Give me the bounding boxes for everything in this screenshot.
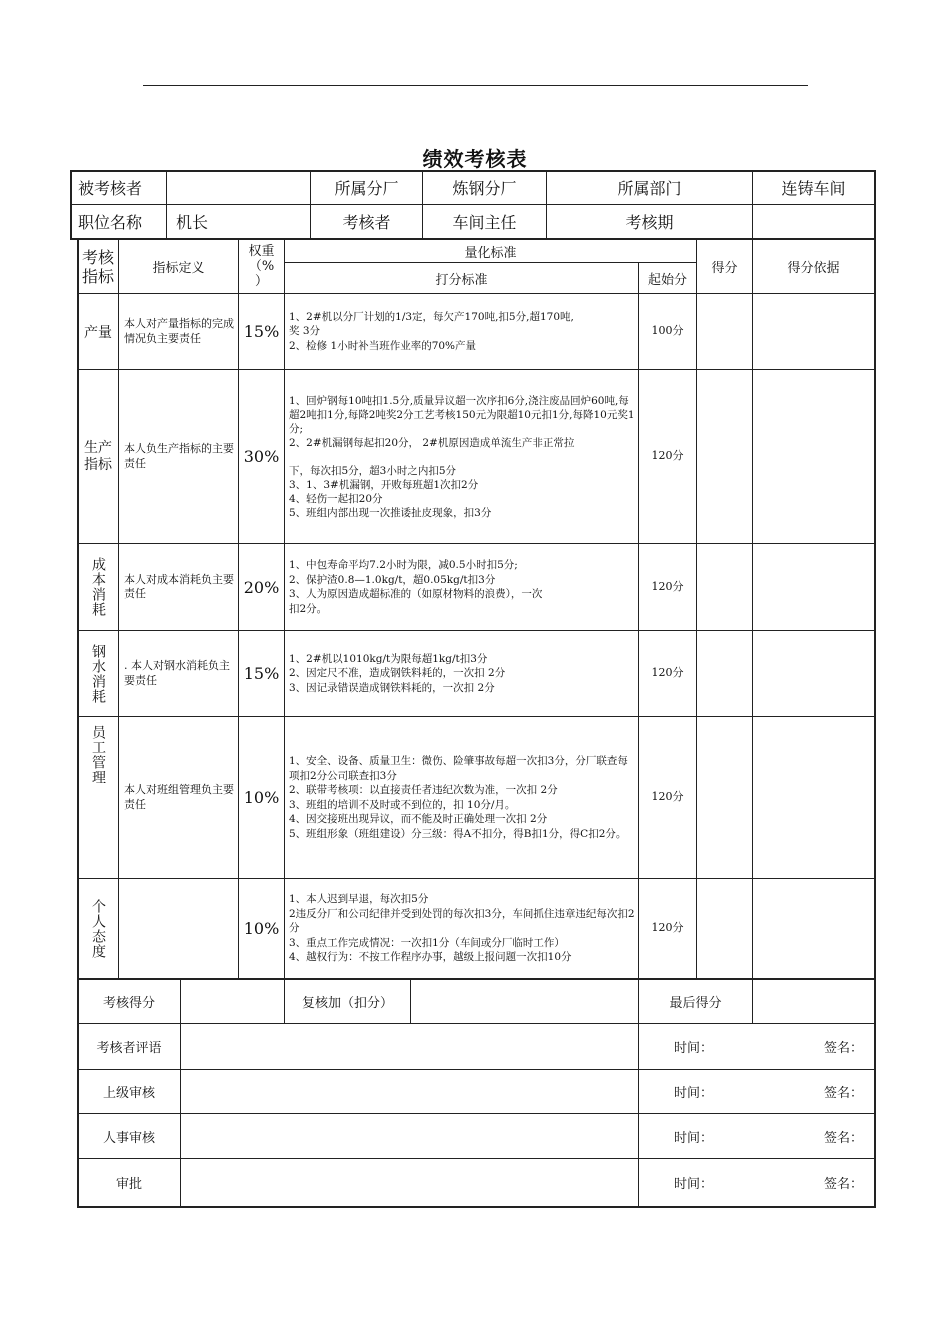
row-criteria: 1、2#机以分厂计划的1/3定，每欠产170吨,扣5分,超170吨, 奖 3分 2、检修 1小时补当班作业率的70%产量: [289, 310, 574, 352]
row-base-score: 120分: [651, 579, 684, 593]
col-score: 得分: [711, 261, 738, 276]
comment-label: 考核者评语: [96, 1041, 162, 1056]
col-definition: 指标定义: [152, 261, 205, 276]
assessee-label: 被考核者: [78, 179, 143, 198]
row-base-score: 120分: [651, 921, 684, 935]
department-value: 连铸车间: [781, 179, 846, 198]
approval-field[interactable]: [181, 1159, 638, 1206]
col-quant-standard: 量化标准: [464, 245, 517, 261]
row-indicator: 个人态度: [90, 898, 106, 959]
branch-label: 所属分厂: [334, 179, 399, 198]
comment-field[interactable]: [181, 1024, 638, 1069]
position-label: 职位名称: [78, 213, 143, 232]
row-weight: 20%: [243, 577, 280, 597]
row-weight: 15%: [243, 322, 280, 341]
row-definition: 本人对班组管理负主要责任: [124, 783, 234, 811]
col-base-score: 起始分: [647, 272, 687, 288]
time-label: 时间：: [674, 1041, 714, 1056]
review-label: 复核加（扣分）: [301, 996, 393, 1011]
row-definition: 本人对产量指标的完成情况负主要责任: [124, 317, 234, 345]
final-score-field[interactable]: [753, 980, 874, 1023]
position-value: 机长: [176, 213, 209, 232]
sign-label: 签名：: [824, 1086, 864, 1101]
col-scoring-standard: 打分标准: [435, 272, 488, 288]
assessor-label: 考核者: [342, 213, 391, 232]
final-score-label: 最后得分: [669, 996, 722, 1011]
page-title: 绩效考核表: [422, 147, 528, 171]
top-rule: [143, 85, 808, 86]
approval-label: 审批: [115, 1177, 142, 1192]
period-label: 考核期: [625, 213, 674, 232]
sign-label: 签名：: [824, 1177, 864, 1192]
row-definition: [124, 879, 236, 978]
hr-review-label: 人事审核: [102, 1130, 155, 1146]
row-criteria: 1、本人迟到早退，每次扣5分 2违反分厂和公司纪律并受到处罚的每次扣3分，车间抓住违章违纪每次扣2分 3、重点工作完成情况：一次扣1分（车间或分厂临时工作） 4、越权行为：不按工作程序办事，越级上报问题一次扣10分: [289, 893, 635, 964]
row-weight: 10%: [243, 919, 280, 938]
sign-label: 签名：: [824, 1130, 864, 1146]
row-base-score: 120分: [651, 790, 684, 804]
period-field[interactable]: [753, 205, 874, 238]
row-criteria: 1、安全、设备、质量卫生：微伤、险肇事故每超一次扣3分，分厂联查每项扣2分公司联查扣3分 2、联带考核项：以直接责任者违纪次数为准，一次扣 2分 3、班组的培训不及时或不到位的，扣 10分/月。 4、因交接班出现异议，而不能及时正确处理一次扣 2分 5、班组形象（班组建设）分三级：得A不扣分，得B扣1分，得C扣2分。: [289, 755, 628, 840]
row-definition: . 本人对钢水消耗负主要责任: [124, 659, 230, 687]
row-indicator: 钢水消耗: [90, 643, 106, 704]
review-field[interactable]: [411, 980, 638, 1023]
col-score-basis: 得分依据: [787, 261, 840, 276]
row-base-score: 100分: [651, 324, 684, 338]
col-weight: 权重 （% ）: [248, 244, 275, 289]
row-indicator: 产量: [84, 324, 112, 341]
row-weight: 30%: [243, 447, 280, 466]
hr-review-field[interactable]: [181, 1114, 638, 1158]
row-weight: 15%: [243, 664, 280, 683]
time-label: 时间：: [674, 1086, 714, 1101]
row-criteria: 1、中包寿命平均7.2小时为限，减0.5小时扣5分; 2、保护渣0.8—1.0kg/t，超0.05kg/t扣3分 3、人为原因造成超标准的（如原材物料的浪费），一次 扣2分。: [289, 559, 543, 615]
time-label: 时间：: [674, 1177, 714, 1192]
row-weight: 10%: [243, 788, 280, 807]
assessee-field[interactable]: [170, 171, 308, 204]
time-label: 时间：: [674, 1130, 714, 1146]
superior-review-field[interactable]: [181, 1070, 638, 1113]
row-criteria: 1、回炉钢每10吨扣1.5分,质量异议超一次序扣6分,浇注废品回炉60吨,每超2吨扣1分,每降2吨奖2分工艺考核150元为限超10元扣1分,每降10元奖1分; 2、2#机漏钢每起扣20分， 2#机原因造成单流生产非正常拉 下，每次扣5分，超3小时之内扣5分 3、1、3#机漏钢，开败每班超1次扣2分 4、轻伤一起扣20分 5、班组内部出现一次推诿扯皮现象，扣3分: [289, 394, 635, 519]
row-indicator: 员工管理: [90, 725, 106, 785]
department-label: 所属部门: [617, 179, 682, 198]
row-base-score: 120分: [651, 449, 684, 463]
superior-review-label: 上级审核: [102, 1086, 155, 1101]
row-definition: 本人负生产指标的主要责任: [124, 442, 234, 470]
sign-label: 签名：: [824, 1041, 864, 1056]
assess-score-label: 考核得分: [102, 996, 155, 1011]
row-criteria: 1、2#机以1010kg/t为限每超1kg/t扣3分 2、因定尺不准，造成钢铁料耗的，一次扣 2分 3、因记录错误造成钢铁料耗的，一次扣 2分: [289, 652, 506, 694]
col-indicator: 考核 指标: [81, 247, 114, 286]
row-definition: 本人对成本消耗负主要责任: [124, 572, 234, 600]
row-indicator: 生产 指标: [84, 439, 112, 473]
branch-value: 炼钢分厂: [452, 179, 517, 198]
row-base-score: 120分: [651, 666, 684, 680]
assess-score-field[interactable]: [181, 980, 284, 1023]
assessor-value: 车间主任: [452, 213, 517, 232]
row-indicator: 成本消耗: [90, 557, 106, 617]
